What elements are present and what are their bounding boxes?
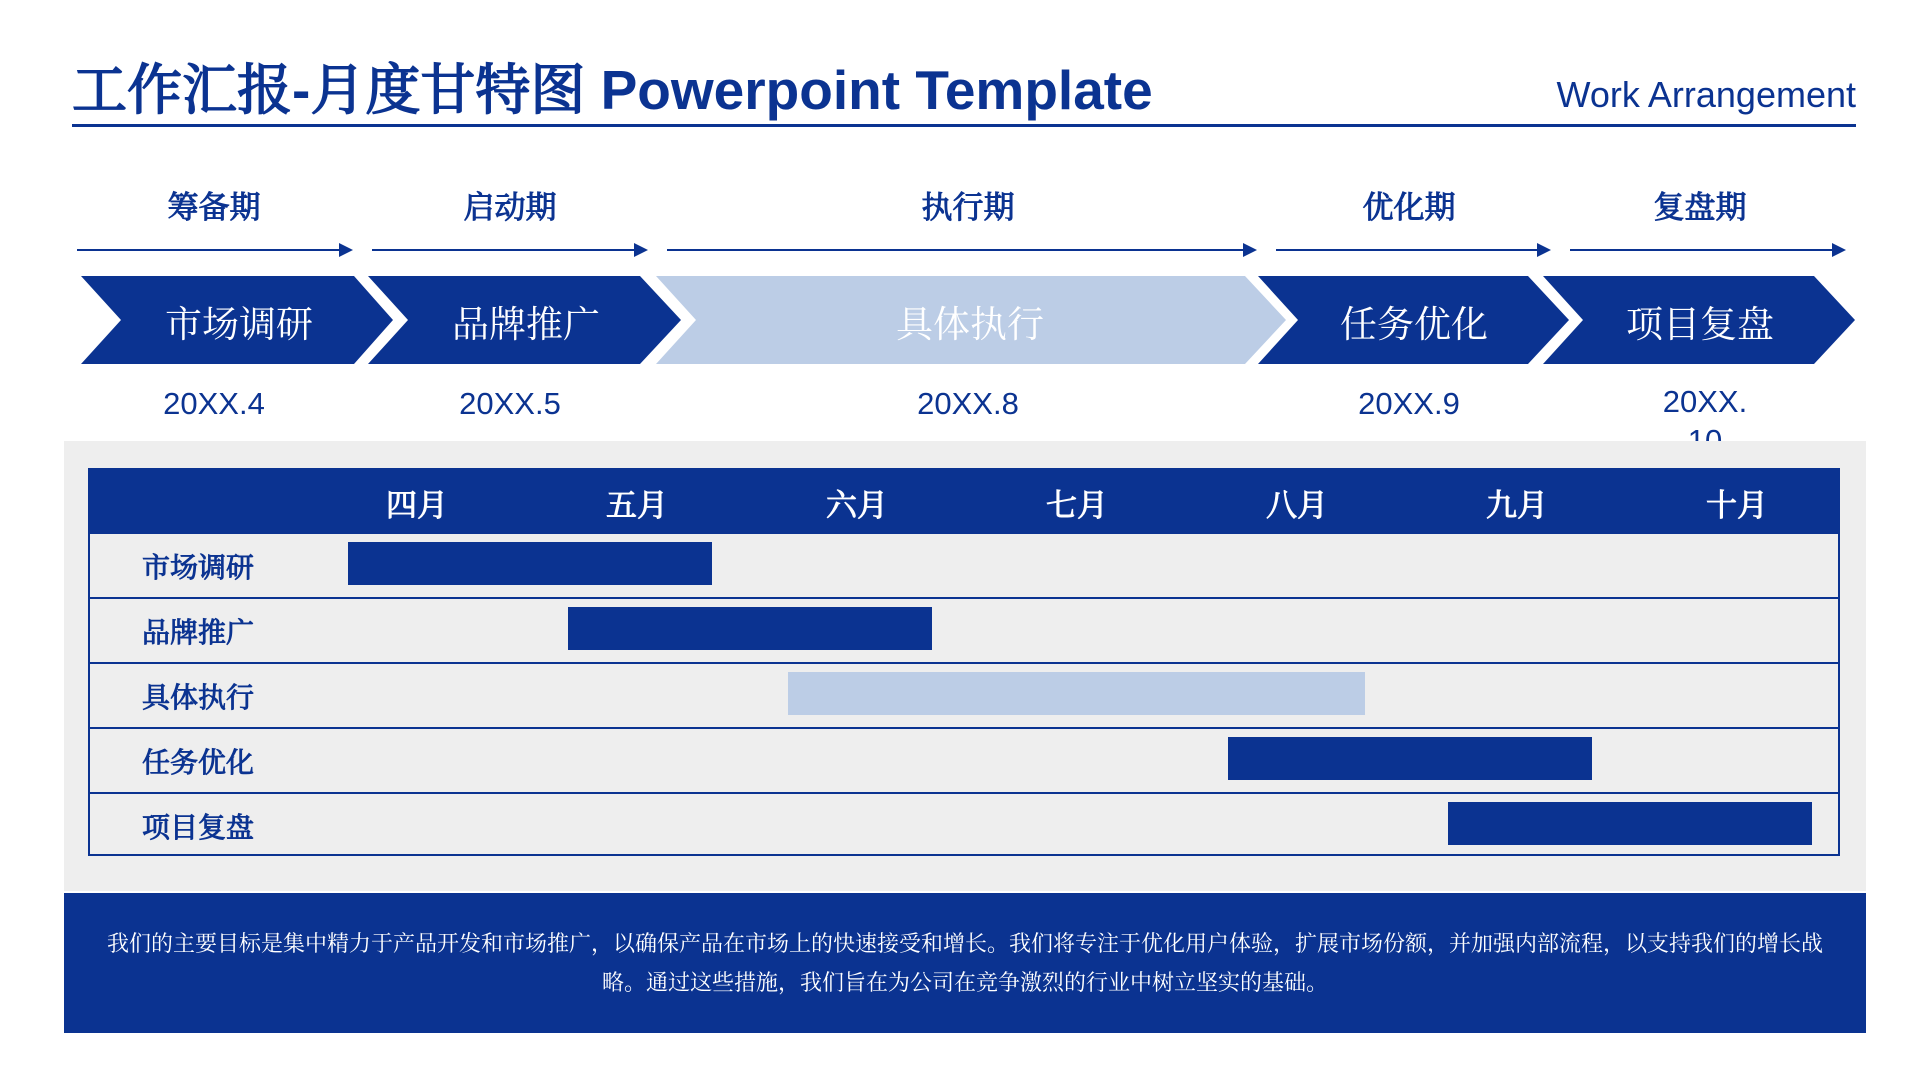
gantt-bar-brand-promotion <box>568 607 932 650</box>
phase-date-optimize: 20XX.9 <box>1358 386 1460 421</box>
page-title: 工作汇报-月度甘特图 Powerpoint Template <box>72 59 1153 121</box>
gantt-chart <box>88 468 1840 856</box>
gantt-row <box>90 597 1838 662</box>
phase-label-launch: 启动期 <box>463 190 557 226</box>
month-header: 十月 <box>1706 488 1768 524</box>
phase-arrow-optimize <box>1276 242 1551 258</box>
gantt-row <box>90 792 1838 857</box>
footer-description: 我们的主要目标是集中精力于产品开发和市场推广，以确保产品在市场上的快速接受和增长。我们将专注于优化用户体验，扩展市场份额，并加强内部流程，以支持我们的增长战略。通过这些措施，我们旨在为公司在竞争激烈的行业中树立坚实的基础。 <box>64 893 1866 1033</box>
phase-label-execute: 执行期 <box>921 190 1015 226</box>
month-header: 六月 <box>826 488 888 524</box>
chevron-label-project-review: 项目复盘 <box>1626 303 1774 346</box>
gantt-row-label: 具体执行 <box>142 681 255 714</box>
gantt-bar-execution <box>788 672 1365 715</box>
gantt-bar-task-optimization <box>1228 737 1592 780</box>
gantt-header <box>90 470 1838 532</box>
title-divider <box>72 124 1856 127</box>
chevron-label-task-optimization: 任务优化 <box>1340 303 1488 346</box>
gantt-bar-market-research <box>348 542 712 585</box>
month-header: 七月 <box>1046 488 1108 524</box>
gantt-bar-project-review <box>1448 802 1812 845</box>
phase-label-prep: 筹备期 <box>167 190 261 226</box>
gantt-row-label: 任务优化 <box>142 746 255 779</box>
phase-arrow-execute <box>667 242 1257 258</box>
phase-label-review: 复盘期 <box>1653 190 1747 226</box>
phase-arrow-prep <box>77 242 353 258</box>
gantt-row <box>90 662 1838 727</box>
phase-date-review: 20XX. <box>1662 384 1748 419</box>
month-header: 九月 <box>1486 488 1548 524</box>
page-subtitle: Work Arrangement <box>1556 74 1856 115</box>
gantt-row-label: 市场调研 <box>142 551 255 584</box>
month-header: 五月 <box>606 488 668 524</box>
phase-date-prep: 20XX.4 <box>163 386 265 421</box>
gantt-row <box>90 532 1838 597</box>
chevron-label-market-research: 市场调研 <box>165 303 313 346</box>
month-header: 四月 <box>386 488 448 524</box>
gantt-row <box>90 727 1838 792</box>
month-header: 八月 <box>1266 488 1328 524</box>
chevron-label-execution: 具体执行 <box>896 303 1044 346</box>
phase-arrow-review <box>1570 242 1846 258</box>
phase-date-launch: 20XX.5 <box>459 386 561 421</box>
gantt-row-label: 项目复盘 <box>142 811 255 844</box>
gantt-row-label: 品牌推广 <box>142 616 255 649</box>
phase-date-execute: 20XX.8 <box>917 386 1019 421</box>
chevron-label-brand-promotion: 品牌推广 <box>452 303 600 346</box>
phase-arrow-launch <box>372 242 648 258</box>
phase-label-optimize: 优化期 <box>1362 190 1456 226</box>
